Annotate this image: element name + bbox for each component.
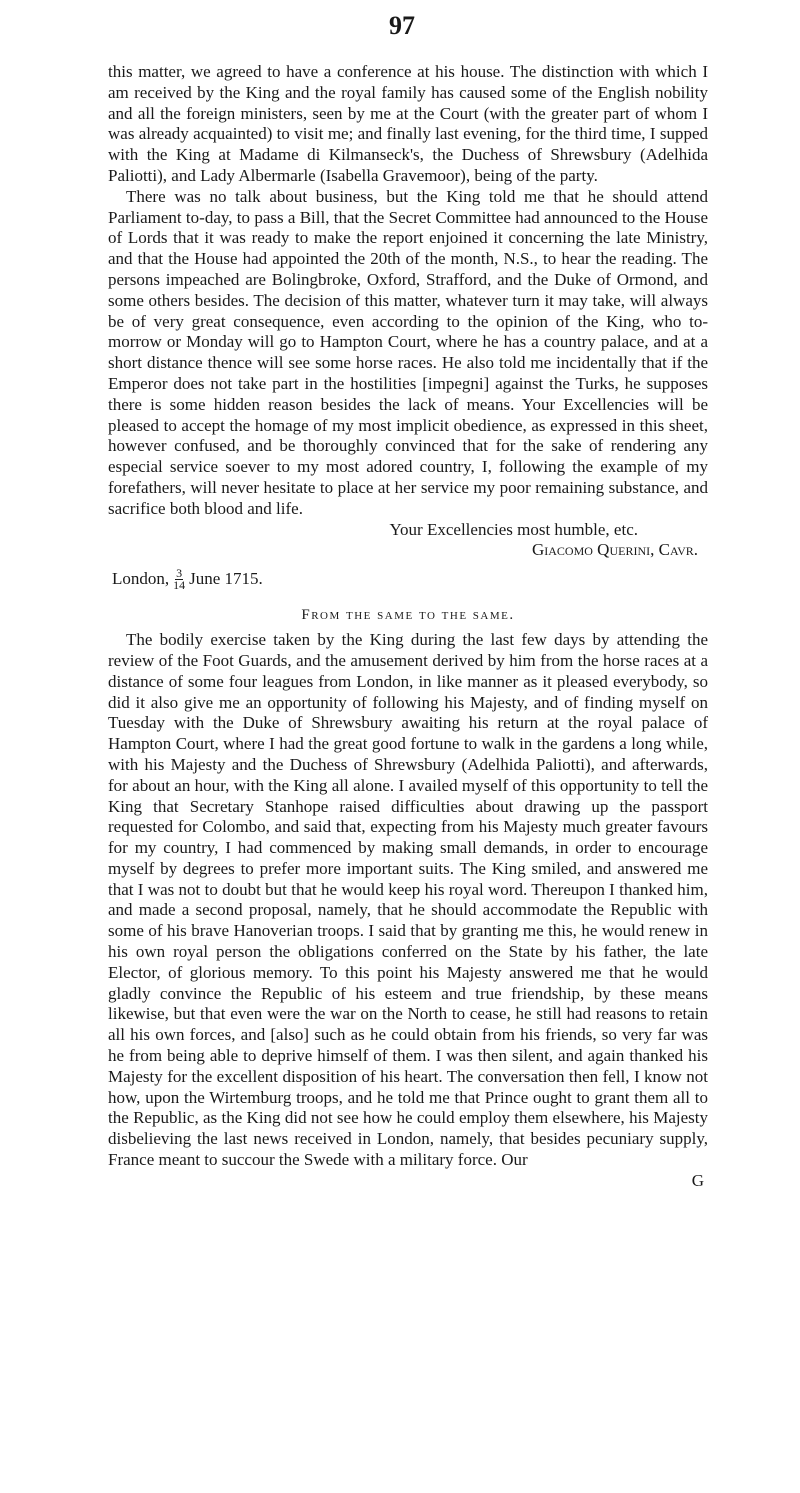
dateline-place: London,: [112, 568, 170, 588]
dateline-fraction: [173, 565, 186, 592]
letter-signature: Giacomo Querini, Cavr.: [531, 540, 698, 560]
paragraph-letter-body: The bodily exercise taken by the King during the last few days by attending the review of the Foot Guards, and the amusement derived by him from the horse races at a distance of some four leagues from London, in like manner as it pleased everybody, so did it also give me an opportunity of following his Majesty, and of finding myself on Tuesday with the Duke of Shrewsbury awaiting his return at the royal palace of Hampton Court, where I had the great good fortune to walk in the gardens a long while, with his Majesty and the Duchess of Shrewsbury (Adelhida Paliotti), and afterwards, for about an hour, with the King all alone. I availed myself of this opportunity to tell the King that Secretary Stanhope raised difficulties about drawing up the passport requested for Colombo, and said that, expecting from his Majesty much greater favours for my country, I had commenced by making small demands, in order to encourage myself by degrees to prefer more important suits. The King smiled, and answered me that I was not to doubt but that he would keep his royal word. Thereupon I thanked him, and made a second proposal, namely, that he should accommodate the Republic with some of his brave Hanoverian troops. I said that by granting me this, he would renew in his own royal person the obligations conferred on the State by his father, the late Elector, of glorious memory. To this point his Majesty answered me that he would gladly convince the Republic of his esteem and true friendship, by these means likewise, but that even were the war on the North to cease, he still had reasons to retain all his own forces, and [also] such as he could obtain from his friends, so very far was he from being able to deprive himself of them. I was then silent, and again thanked his Majesty for the excellent disposition of his heart. The conversation then fell, I know not how, upon the Wirtemburg troops, and he told me that Prince ought to grant them all to the Republic, as the King did not see how he could employ them elsewhere, his Majesty disbelieving the last news received in London, namely, that besides pecuniary supply, France meant to succour the Swede with a military force. Our: [108, 630, 708, 1170]
fraction-denominator: 14: [173, 577, 186, 592]
signature-mark: G: [691, 1170, 704, 1190]
paragraph-continuation: this matter, we agreed to have a conference at his house. The distinction with which I am received by the King and the royal family has caused some of the English nobility and all the foreign ministers, seen by me at the Court (with the greater part of whom I was already acquainted) to visit me; and finally last evening, for the third time, I supped with the King at Madame di Kilmanseck's, the Duchess of Shrewsbury (Adelhida Paliotti), and Lady Albermarle (Isabella Gravemoor), being of the party.: [108, 62, 708, 185]
page-number: 97: [389, 11, 415, 40]
paragraph-report: There was no talk about business, but the King told me that he should attend Parliament to-day, to pass a Bill, that the Secret Committee had announced to the House of Lords that it was ready to make the report enjoined it concerning the late Ministry, and that the House had appointed the 20th of the month, N.S., to hear the reading. The persons impeached are Bolingbroke, Oxford, Strafford, and the Duke of Ormond, and some others besides. The decision of this matter, whatever turn it may take, will always be of very great consequence, even according to the opinion of the King, who to-morrow or Monday will go to Hampton Court, where he has a country palace, and at a short distance thence will see some horse races. He also told me incidentally that if the Emperor does not take part in the hostilities [impegni] against the Turks, he supposes there is some hidden reason besides the lack of means. Your Excellencies will be pleased to accept the homage of my most implicit obedience, as expressed in this sheet, however confused, and be thoroughly convinced that for the sake of rendering any especial service soever to my most adored country, I, following the example of my forefathers, will never hesitate to place at her service my poor remaining substance, and sacrifice both blood and life.: [108, 186, 708, 518]
dateline: [112, 561, 708, 597]
closing-salutation: Your Excellencies most humble, etc.: [389, 519, 638, 539]
dateline-date: June 1715.: [189, 568, 263, 588]
fraction-numerator: 3: [176, 565, 183, 580]
section-heading: From the same to the same.: [301, 607, 515, 624]
letter-closing: [108, 520, 708, 562]
